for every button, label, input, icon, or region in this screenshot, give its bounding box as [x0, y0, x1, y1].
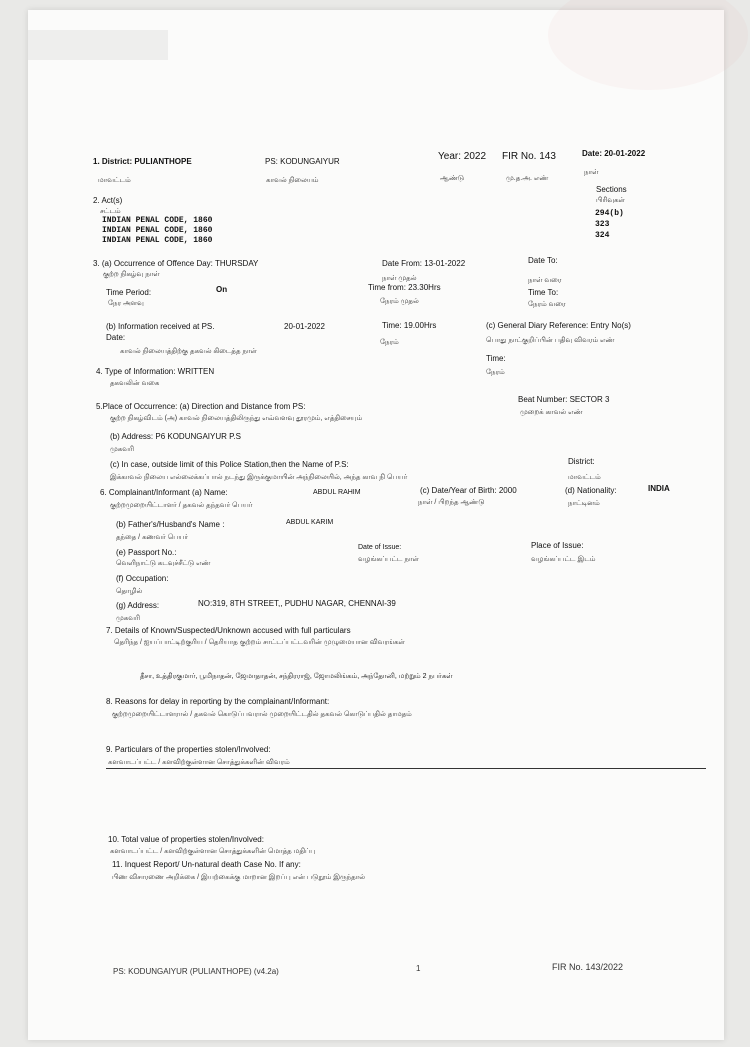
time-period-label: Time Period: [106, 288, 152, 297]
date-from: Date From: 13-01-2022 [382, 259, 466, 268]
acts-label-tamil: சட்டம் [100, 208, 121, 215]
place-address: (b) Address: P6 KODUNGAIYUR P.S [110, 432, 242, 441]
act-item: INDIAN PENAL CODE, 1860 [102, 236, 213, 245]
accused-names: தீசா, உத்திரகுமார், பூமிநாதன், ஜேமாதாதன், சந்திரராஜ், ஜோமலிங்கம், அந்தோனி, மற்றும் 2 நபர்கள் [140, 673, 453, 680]
father-name-tamil: தந்தை / கணவர் பெயர் [116, 534, 189, 541]
properties-label-tamil: களவாடப்பட்ட / களவிற்குள்ளான சொத்துக்களின் விவரம் [108, 759, 290, 766]
info-received-date-label: Date: [106, 333, 126, 342]
father-name: ABDUL KARIM [286, 519, 334, 526]
complainant-address-label: (g) Address: [116, 601, 160, 610]
complainant-address: NO:319, 8TH STREET,, PUDHU NAGAR, CHENNAI-39 [198, 599, 396, 608]
fir-number: FIR No. 143 [502, 151, 556, 162]
acts-label: 2. Act(s) [93, 196, 123, 205]
year-label: Year: 2022 [438, 151, 487, 162]
place-district-tamil: மாவட்டம் [568, 474, 601, 481]
passport-label: (e) Passport No.: [116, 548, 177, 557]
sections-label: Sections [596, 185, 627, 194]
info-received-time: Time: 19.00Hrs [382, 321, 437, 330]
section-item: 294(b) [595, 209, 624, 218]
info-type-tamil: தகவலின் வகை [110, 380, 160, 387]
occurrence-day-tamil: குற்ற நிகழ்வு நாள் [103, 271, 160, 278]
act-item: INDIAN PENAL CODE, 1860 [102, 216, 213, 225]
date-of-birth: (c) Date/Year of Birth: 2000 [420, 486, 517, 495]
section-item: 323 [595, 220, 610, 229]
paper-smudge [28, 30, 168, 60]
delay-label: 8. Reasons for delay in reporting by the complainant/Informant: [106, 697, 330, 706]
time-from-tamil: நேரம் முதல் [380, 298, 419, 305]
section-item: 324 [595, 231, 610, 240]
issue-place-label: Place of Issue: [531, 541, 584, 550]
gd-time-tamil: நேரம் [486, 369, 505, 376]
date-of-birth-tamil: நாள் / பிறந்த ஆண்டு [418, 499, 485, 506]
general-diary-tamil: பொது நாட்குறிப்பின் பதிவு விவரம் எண் [486, 337, 615, 344]
time-to-tamil: நேரம் வரை [528, 301, 566, 308]
nationality-label: (d) Nationality: [565, 486, 617, 495]
district-label: 1. District: PULIANTHOPE [93, 157, 192, 166]
complainant-address-tamil: முகவரி [116, 615, 140, 622]
issue-date-label: Date of Issue: [358, 544, 402, 551]
total-value-tamil: களவாடப்பட்ட / களவிற்குள்ளான சொத்துக்களின் மொத்த மதிப்பு [110, 848, 316, 855]
complainant-label-tamil: குற்றமுறையிட்டாளர் / தகவல் தந்தவர் பெயர் [110, 502, 253, 509]
time-period-tamil: நேர அளவு [108, 300, 144, 307]
time-period-value: On [216, 285, 228, 294]
place-of-occurrence: 5.Place of Occurrence: (a) Direction and Distance from PS: [96, 402, 306, 411]
inquest-tamil: பிண விசாரணை அறிக்கை / இயற்கைக்கு மாறான இறப்பு என் படுநூம் இருந்தால் [112, 874, 366, 881]
fir-date: Date: 20-01-2022 [582, 149, 646, 158]
inquest-label: 11. Inquest Report/ Un-natural death Case No. If any: [112, 860, 301, 869]
fir-document-page [28, 10, 724, 1040]
passport-tamil: வெளிநாட்டு கடவுச்சீட்டு எண் [116, 560, 211, 567]
date-from-tamil: நாள் முதல் [382, 275, 417, 282]
occurrence-day: 3. (a) Occurrence of Offence Day: THURSDAY [93, 259, 259, 268]
info-received-date: 20-01-2022 [284, 322, 325, 331]
ps-label-tamil: காவல் நிலையம் [266, 177, 319, 184]
year-label-tamil: ஆண்டு [440, 175, 465, 182]
issue-date-tamil: வழங்கப்பட்ட நாள் [358, 556, 419, 563]
footer-ps: PS: KODUNGAIYUR (PULIANTHOPE) (v4.2a) [113, 967, 279, 976]
time-to: Time To: [528, 288, 559, 297]
complainant-name: ABDUL RAHIM [313, 489, 361, 496]
footer-page-number: 1 [416, 964, 421, 973]
total-value-label: 10. Total value of properties stolen/Involved: [108, 835, 264, 844]
fir-date-tamil: நாள் [584, 169, 599, 176]
place-district-label: District: [568, 457, 595, 466]
nationality-tamil: நாட்டினம் [568, 500, 600, 507]
outside-ps-limit-tamil: இக்காவல் நிலைய எல்லைக்கப்பால் நடந்து இருக்குமாயின் அந்நிலையில், அந்த காவ நி பெயர் [110, 474, 408, 481]
date-to-tamil: நாள் வரை [528, 277, 562, 284]
properties-label: 9. Particulars of the properties stolen/Involved: [106, 745, 271, 754]
sections-label-tamil: பிரிவுகள் [596, 197, 625, 204]
outside-ps-limit: (c) In case, outside limit of this Police Station,then the Name of P.S: [110, 460, 349, 469]
ps-label: PS: KODUNGAIYUR [265, 157, 340, 166]
info-received-label: (b) Information received at PS. [106, 322, 215, 331]
father-name-label: (b) Father's/Husband's Name : [116, 520, 225, 529]
gd-time-label: Time: [486, 354, 506, 363]
info-received-tamil: காவல் நிலையத்திற்கு தகவல் கிடைத்த நாள் [120, 348, 257, 355]
info-type: 4. Type of Information: WRITTEN [96, 367, 215, 376]
occupation-tamil: தொழில் [116, 588, 143, 595]
time-from: Time from: 23.30Hrs [368, 283, 441, 292]
fir-number-tamil: மு.த.அ. எண் [506, 175, 549, 182]
footer-fir-number: FIR No. 143/2022 [552, 962, 624, 972]
accused-label-tamil: தெரிந்த / ஐயப்பாட்டிற்குரிய / தெரியாத குற்றம் சாட்டப்பட்டவரின் முழுமையான விவரங்கள் [114, 639, 405, 646]
occupation-label: (f) Occupation: [116, 574, 169, 583]
beat-number: Beat Number: SECTOR 3 [518, 395, 610, 404]
district-label-tamil: மாவட்டம் [98, 177, 131, 184]
nationality-value: INDIA [648, 484, 670, 493]
section-divider [106, 768, 706, 769]
date-to: Date To: [528, 256, 558, 265]
complainant-label: 6. Complainant/Informant (a) Name: [100, 488, 228, 497]
general-diary-reference: (c) General Diary Reference: Entry No(s) [486, 321, 631, 330]
issue-place-tamil: வழங்கப்பட்ட இடம் [531, 556, 596, 563]
delay-label-tamil: குற்றமுறையிட்டாளரால் / தகவல் கொடுப்பவரால் முறையிட்டதில் தகவல் கொடுப்பதில் தாமதம் [112, 711, 412, 718]
beat-number-tamil: முறைக் காவல் எண் [520, 409, 583, 416]
accused-label: 7. Details of Known/Suspected/Unknown accused with full particulars [106, 626, 351, 635]
info-received-time-tamil: நேரம் [380, 339, 399, 346]
faded-stamp-mark [548, 0, 748, 90]
act-item: INDIAN PENAL CODE, 1860 [102, 226, 213, 235]
place-address-tamil: முகவரி [110, 446, 134, 453]
place-of-occurrence-tamil: குற்ற நிகழ்விடம் (அ) காவல் நிலையத்திலிருந்து எவ்வளவு தூரமும், எத்திசையும் [110, 415, 363, 422]
